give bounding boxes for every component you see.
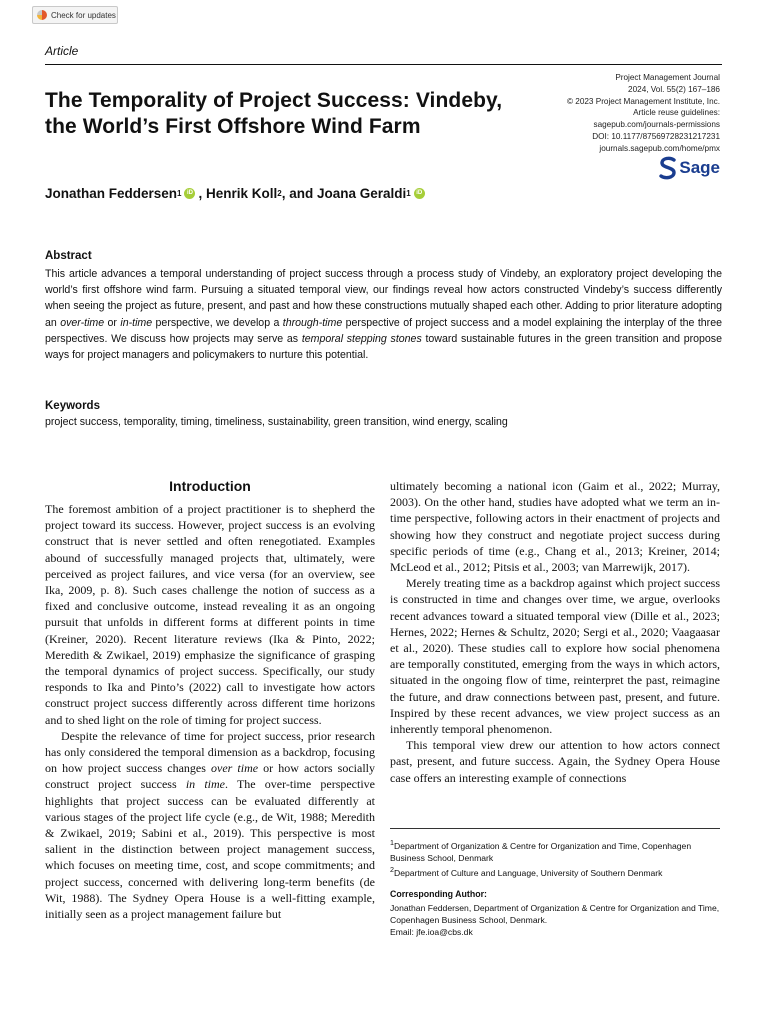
title-line-1: The Temporality of Project Success: Vindeby, [45,89,503,112]
article-type: Article [45,44,79,58]
update-icon [37,10,47,20]
orcid-icon[interactable]: iD [184,188,195,199]
author-3: , and Joana Geraldi [281,186,407,201]
journal-name: Project Management Journal [615,73,720,82]
author-1: Jonathan Feddersen [45,186,178,201]
author-2: , Henrik Koll [198,186,278,201]
corresponding-author-details: Jonathan Feddersen, Department of Organization & Centre for Organization and Time, Copenhagen Business School, Denmark. [390,903,720,926]
affiliations [390,837,720,879]
reuse-label: Article reuse guidelines: [633,108,720,118]
corresponding-author [390,902,720,939]
paper-title [45,88,555,140]
author-1-affil: 1 [177,189,182,198]
affiliation-1: $^1$Department of Organization & Centre for Organization and Time, Copenhagen Business School, Denmark [390,839,692,863]
abstract-text: This article advances a temporal understanding of project success through a process study of Vindeby, an exploratory project developing the world’s first offshore wind farm. Pursuing a situated temporal view, our findings reveal how actors constructed Vindeby’s success differently when seeing the project as future, present, and past and how these constructions mutually shaped each other. Adding to prior literature adopting an over-time or in-time perspective, we develop a through-time perspective of project success and a model explaining the interplay of the three perspectives. We discuss how projects may serve as temporal stepping stones toward sustainable futures in the green transition and propose ways for project managers and policymakers to nurture this potential. [45,268,723,362]
sage-s-icon [659,156,677,180]
affiliation-2: $^2$Department of Culture and Language, University of Southern Denmark [390,865,663,878]
keywords-text: project success, temporality, timing, timeliness, sustainability, green transition, wind energy, scaling [45,416,508,428]
paragraph: This temporal view drew our attention to how actors connect past, present, and future success. Again, the Sydney Opera House case offers an interesting example of connections [390,738,720,785]
body-column-right [390,478,720,786]
paragraph: Merely treating time as a backdrop against which project success is constructed in time and changes over time, we argue, overlooks recent advances toward a situated temporal view (Dille et al., 2023; Hernes, 2022; Hernes & Schultz, 2020; Sergi et al., 2020; Vaagaasar et al., 2020). These studies call to explore how social phenomena are temporally constituted, emerging from the ways in which actors, situated in the ongoing flow of time, reinterpret the past, reimagine the future, and draw connections between past, present, and future. Inspired by these recent advances, we view project success as an inherently temporal phenomenon. [390,576,720,737]
abstract-heading: Abstract [45,250,92,262]
body-column-left [45,501,375,922]
doi[interactable]: DOI: 10.1177/87569728231217231 [592,131,720,141]
paragraph: Despite the relevance of time for project success, prior research has only considered the temporal dimension as a backdrop, focusing on how project success changes over time or how actors socially construct project success in time. The over-time perspective highlights that project success can be evaluated differently at various stages of the project life cycle (e.g., de Wit, 1988; Meredith & Zwikael, 2019; Sabini et al., 2019). This perspective is most salient in the distinction between project management success, which focuses on meeting time, cost, and scope commitments; and project success, concerned with delivering long-term benefits (de Wit, 1988). The Sydney Opera House is a well-fitting example, initially seen as a project management failure but [45,728,376,922]
sage-logo [659,156,720,180]
orcid-icon[interactable]: iD [414,188,425,199]
journal-homepage-link[interactable]: journals.sagepub.com/home/pmx [599,143,720,153]
introduction-heading: Introduction [169,478,251,494]
author-list [45,186,428,201]
journal-metadata [490,72,720,155]
check-for-updates-button[interactable] [32,6,118,24]
footnote-divider [390,828,720,829]
publisher-name: Sage [679,158,720,177]
author-2-affil: 2 [277,189,282,198]
paragraph: ultimately becoming a national icon (Gaim et al., 2022; Murray, 2003). On the other hand, studies have adopted what we term an in-time perspective, following actors in their enactment of projects and showing how they construct and negotiate project success during specific periods of time (e.g., Chang et al., 2013; Kreiner, 2014; McLeod et al., 2012; Pitsis et al., 2003; van Marrewijk, 2017). [390,479,720,575]
permissions-link[interactable]: sagepub.com/journals-permissions [593,120,720,130]
author-3-affil: 1 [406,189,411,198]
corresponding-author-heading: Corresponding Author: [390,889,487,899]
header-divider [45,64,722,65]
keywords-heading: Keywords [45,400,100,412]
copyright: © 2023 Project Management Institute, Inc. [566,96,720,106]
check-for-updates-label: Check for updates [51,10,116,20]
journal-volume: 2024, Vol. 55(2) 167–186 [628,84,720,94]
corresponding-email[interactable]: Email: jfe.ioa@cbs.dk [390,927,473,938]
title-line-2: the World’s First Offshore Wind Farm [45,115,421,138]
paragraph: The foremost ambition of a project practitioner is to shepherd the project toward its success. However, project success is an evolving construct that is never settled and often renegotiated. Examples abound of successfully managed projects that, ultimately, were perceived as project failures, and vice versa (for an overview, see Ika, 2009, p. 8). Such cases challenge the notion of success as a fixed and conclusive outcome, instead revealing it as an ongoing pursuit that unfolds in different forms at different points in time (Kreiner, 2020). Recent literature reviews (Ika & Pinto, 2022; Meredith & Zwikael, 2019) emphasize the significance of grasping the temporal dynamics of project success. Specifically, our study responds to Ika and Pinto’s (2022) call to investigate how actors construct project success differently across different time horizons and to shed light on the role of timing for project success. [45,502,375,727]
